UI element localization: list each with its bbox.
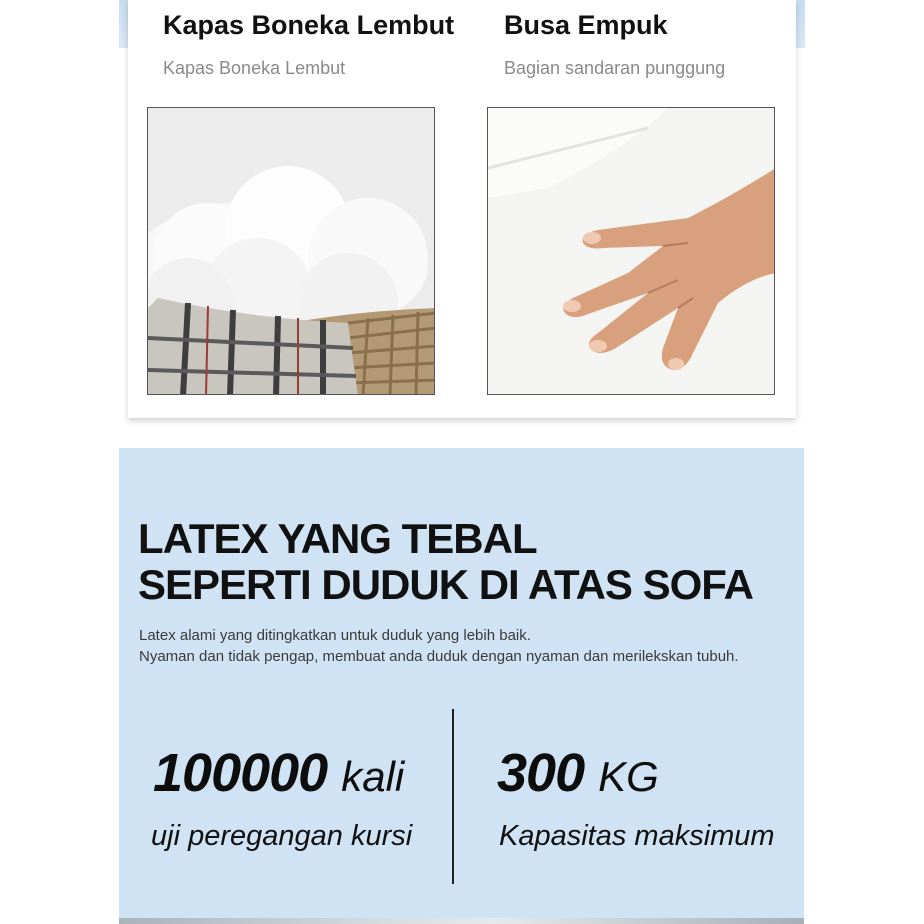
latex-description-line2: Nyaman dan tidak pengap, membuat anda duduk dengan nyaman dan merilekskan tubuh.	[139, 648, 739, 665]
feature-subtitle-foam: Bagian sandaran punggung	[504, 58, 726, 78]
stat-capacity	[497, 742, 659, 804]
stat-capacity-unit: KG	[598, 753, 659, 800]
bottom-image-edge	[119, 918, 804, 924]
stat-divider	[452, 709, 454, 884]
cotton-stuffing-photo	[147, 107, 435, 395]
stat-stretch-test	[153, 742, 404, 804]
latex-headline-line2: SEPERTI DUDUK DI ATAS SOFA	[138, 561, 753, 608]
latex-headline-line1: LATEX YANG TEBAL	[138, 515, 537, 562]
memory-foam-photo	[487, 107, 775, 395]
latex-description-line1: Latex alami yang ditingkatkan untuk duduk yang lebih baik.	[139, 627, 531, 644]
feature-title-foam: Busa Empuk	[504, 10, 668, 40]
stat-capacity-value: 300	[497, 743, 585, 803]
materials-card	[128, 0, 796, 418]
stat-capacity-caption: Kapasitas maksimum	[499, 820, 775, 852]
stat-stretch-caption: uji peregangan kursi	[151, 820, 413, 852]
feature-subtitle-cotton: Kapas Boneka Lembut	[163, 58, 346, 78]
feature-title-cotton: Kapas Boneka Lembut	[163, 10, 455, 40]
stat-stretch-value: 100000	[153, 743, 328, 803]
stat-stretch-unit: kali	[341, 753, 405, 800]
